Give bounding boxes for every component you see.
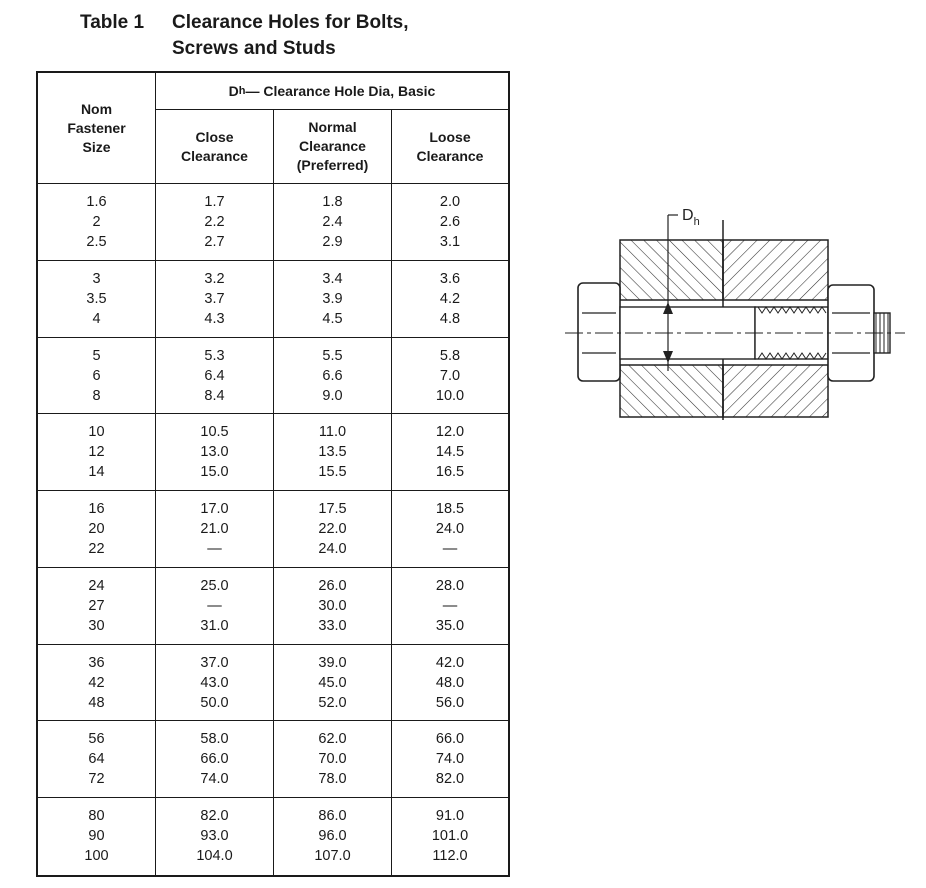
close-value: 82.0 [200,808,229,825]
close-value: 37.0 [200,654,229,671]
normal-value: 45.0 [318,674,347,691]
normal-value: 62.0 [318,731,347,748]
loose-value: 91.0 [435,808,465,825]
nom-value: 56 [88,731,105,748]
normal-value: 3.9 [322,290,343,307]
header-close-clearance [156,110,274,184]
group-loose-cell [392,261,508,338]
loose-value: 2.6 [439,214,461,230]
loose-value: 82.0 [435,771,465,788]
nom-value: 30 [88,617,105,634]
group-normal-cell [274,491,392,568]
close-value: 93.0 [200,828,229,845]
normal-value: 1.8 [322,194,343,210]
group-loose-cell [392,721,508,798]
loose-value: 12.0 [435,424,465,441]
nom-value: 6 [92,367,101,384]
loose-value: 112.0 [432,848,468,865]
header-normal-line: Normal [308,119,357,135]
group-close-cell [156,338,274,415]
close-value: 17.0 [200,501,229,518]
close-value: 58.0 [200,731,229,748]
loose-value: 24.0 [435,521,465,538]
group-normal-cell [274,721,392,798]
header-normal-clearance [274,110,392,184]
normal-value: 3.4 [322,270,343,287]
group-close-cell [156,414,274,491]
header-loose-clearance [392,110,508,184]
header-close-line: Clearance [181,147,248,164]
group-normal-cell [274,338,392,415]
group-normal-cell [274,184,392,261]
loose-value: — [442,597,458,614]
loose-value: 56.0 [435,694,465,711]
loose-value: 48.0 [435,674,465,691]
header-nom-fastener-size [38,73,156,184]
group-close-cell [156,261,274,338]
normal-value: 9.0 [322,387,343,404]
group-loose-cell [392,184,508,261]
normal-value: 4.5 [322,310,343,327]
nom-value: 2.5 [86,234,107,250]
header-dh-text: — Clearance Hole Dia, Basic [245,82,436,99]
nom-value: 1.6 [86,194,107,210]
loose-value: 35.0 [435,617,465,634]
group-normal-cell [274,261,392,338]
group-close-cell [156,798,274,875]
loose-value: 74.0 [435,751,465,768]
group-loose-cell [392,568,508,645]
loose-value: 18.5 [435,501,465,518]
close-value: — [207,541,222,558]
normal-value: 6.6 [322,367,343,384]
normal-value: 26.0 [318,577,347,594]
close-value: 3.7 [204,290,225,307]
close-value: 50.0 [200,694,229,711]
group-normal-cell [274,414,392,491]
normal-value: 39.0 [318,654,347,671]
group-close-cell [156,184,274,261]
group-nom-cell [38,414,156,491]
normal-value: 2.4 [322,214,343,230]
normal-value: 78.0 [318,771,347,788]
group-nom-cell [38,491,156,568]
close-value: 10.5 [200,424,229,441]
group-close-cell [156,491,274,568]
group-nom-cell [38,338,156,415]
nom-value: 3 [92,270,101,287]
nom-value: 2 [92,214,101,230]
nom-value: 36 [88,654,105,671]
normal-value: 52.0 [318,694,347,711]
header-dh-subscript: h [238,84,246,97]
header-close-line: Close [195,128,234,145]
group-normal-cell [274,568,392,645]
table-number: Table 1 [80,12,145,33]
header-loose-line: Loose [429,128,471,145]
close-value: 21.0 [200,521,229,538]
header-clearance-hole-dia [156,73,508,110]
loose-value: 101.0 [431,828,469,845]
group-nom-cell [38,184,156,261]
loose-value: 3.6 [439,270,461,287]
loose-value: 42.0 [435,654,465,671]
nom-value: 3.5 [86,290,107,307]
close-value: 3.2 [204,270,225,287]
bolt-clearance-diagram [560,195,910,425]
loose-value: 14.5 [435,444,465,461]
dimension-dh-label: $D_h$ [682,207,700,228]
header-loose-line: Clearance [416,147,484,164]
group-close-cell [156,568,274,645]
table-title-line2: Screws and Studs [172,38,336,59]
group-normal-cell [274,645,392,722]
group-loose-cell [392,491,508,568]
close-value: 8.4 [204,387,225,404]
group-close-cell [156,721,274,798]
loose-value: 28.0 [435,577,465,594]
header-normal-line: Clearance [299,138,366,154]
normal-value: 96.0 [318,828,347,845]
close-value: 2.7 [204,234,225,250]
header-nom-line: Size [82,138,111,155]
close-value: 4.3 [204,310,225,327]
nom-value: 16 [88,501,105,518]
group-loose-cell [392,645,508,722]
table-title [80,10,409,62]
nom-value: 80 [88,808,105,825]
normal-value: 2.9 [322,234,343,250]
nom-value: 72 [88,771,105,788]
group-nom-cell [38,721,156,798]
close-value: 15.0 [200,464,229,481]
group-nom-cell [38,261,156,338]
group-loose-cell [392,798,508,875]
nom-value: 42 [88,674,105,691]
loose-value: 66.0 [435,731,465,748]
nom-value: 4 [92,310,101,327]
nom-value: 64 [88,751,105,768]
loose-value: 3.1 [439,234,461,250]
nom-value: 22 [88,541,105,558]
normal-value: 30.0 [318,597,347,614]
group-loose-cell [392,338,508,415]
nom-value: 14 [88,464,105,481]
loose-value: 16.5 [435,464,465,481]
close-value: 43.0 [200,674,229,691]
group-nom-cell [38,568,156,645]
group-loose-cell [392,414,508,491]
header-dh-symbol: D [228,82,239,99]
loose-value: 5.8 [439,347,461,364]
loose-value: — [442,541,458,558]
close-value: 13.0 [200,444,229,461]
normal-value: 5.5 [322,347,343,364]
group-nom-cell [38,645,156,722]
group-normal-cell [274,798,392,875]
loose-value: 4.2 [439,290,461,307]
close-value: 5.3 [204,347,225,364]
normal-value: 107.0 [314,848,351,865]
nom-value: 20 [88,521,105,538]
header-normal-line: (Preferred) [296,157,369,173]
normal-value: 33.0 [318,617,347,634]
normal-value: 11.0 [318,424,347,441]
close-value: — [207,597,222,614]
bolt-head [578,283,620,381]
close-value: 104.0 [196,848,233,865]
close-value: 1.7 [204,194,225,210]
table-title-line1: Clearance Holes for Bolts, [172,12,409,33]
close-value: 25.0 [200,577,229,594]
nom-value: 100 [84,848,109,865]
loose-value: 4.8 [439,310,461,327]
nom-value: 24 [88,577,105,594]
normal-value: 86.0 [318,808,347,825]
close-value: 66.0 [200,751,229,768]
close-value: 31.0 [200,617,229,634]
normal-value: 22.0 [318,521,347,538]
normal-value: 24.0 [318,541,347,558]
normal-value: 70.0 [318,751,347,768]
nom-value: 90 [88,828,105,845]
nom-value: 10 [88,424,105,441]
normal-value: 15.5 [318,464,347,481]
clearance-table [36,71,510,877]
group-close-cell [156,645,274,722]
close-value: 74.0 [200,771,229,788]
loose-value: 2.0 [439,194,461,210]
loose-value: 10.0 [435,387,465,404]
nom-value: 8 [92,387,101,404]
header-nom-line: Fastener [67,119,126,136]
nom-value: 12 [88,444,105,461]
loose-value: 7.0 [439,367,461,384]
header-nom-line: Nom [80,100,113,117]
nom-value: 48 [88,694,105,711]
close-value: 2.2 [204,214,225,230]
group-nom-cell [38,798,156,875]
nom-value: 27 [88,597,105,614]
close-value: 6.4 [204,367,225,384]
normal-value: 13.5 [318,444,347,461]
normal-value: 17.5 [318,501,347,518]
nom-value: 5 [92,347,101,364]
